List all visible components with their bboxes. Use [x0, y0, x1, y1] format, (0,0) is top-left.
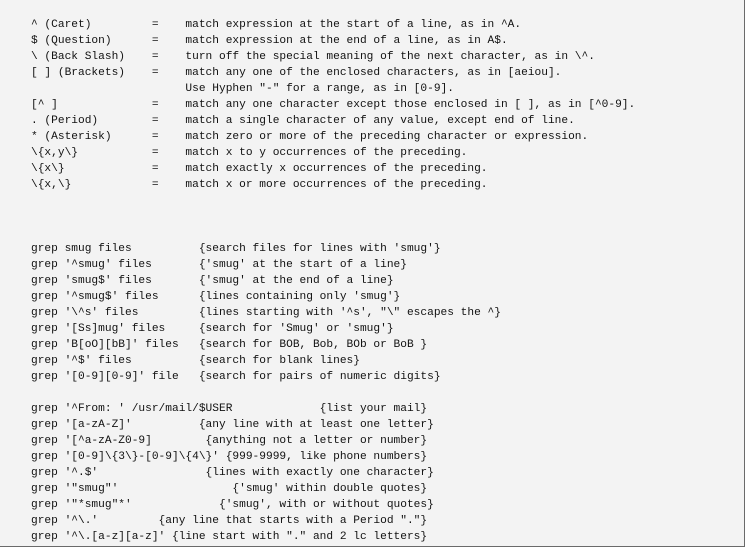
- text-line: grep '^From: ' /usr/mail/$USER {list your mail}: [31, 403, 428, 415]
- text-line: grep '[^a-zA-Z0-9] {anything not a letter or number}: [31, 435, 428, 447]
- text-line: grep 'smug$' files {'smug' at the end of a line}: [31, 275, 394, 287]
- blank-line: [31, 193, 635, 209]
- text-line: grep '[Ss]mug' files {search for 'Smug' or 'smug'}: [31, 323, 394, 335]
- text-line: [^ ] = match any one character except those enclosed in [ ], as in [^0-9].: [31, 99, 636, 111]
- text-line: Use Hyphen "-" for a range, as in [0-9].: [31, 83, 454, 95]
- text-line: \ (Back Slash) = turn off the special meaning of the next character, as in \^.: [31, 51, 595, 63]
- blank-line: [31, 225, 635, 241]
- text-line: grep smug files {search files for lines with 'smug'}: [31, 243, 441, 255]
- text-line: \{x\} = match exactly x occurrences of the preceding.: [31, 163, 488, 175]
- text-line: \{x,y\} = match x to y occurrences of the preceding.: [31, 147, 468, 159]
- text-line: grep '"*smug"*' {'smug', with or without quotes}: [31, 499, 434, 511]
- text-line: . (Period) = match a single character of any value, except end of line.: [31, 115, 575, 127]
- blank-line: [31, 385, 635, 401]
- text-line: grep '^\.' {any line that starts with a Period "."}: [31, 515, 428, 527]
- text-line: grep '^.$' {lines with exactly one character}: [31, 467, 434, 479]
- text-line: grep '[0-9]\{3\}-[0-9]\{4\}' {999-9999, like phone numbers}: [31, 451, 428, 463]
- text-line: grep '[a-zA-Z]' {any line with at least one letter}: [31, 419, 434, 431]
- text-line: grep '\^s' files {lines starting with '^s', "\" escapes the ^}: [31, 307, 501, 319]
- text-line: grep '^smug' files {'smug' at the start of a line}: [31, 259, 407, 271]
- text-line: grep '^smug$' files {lines containing only 'smug'}: [31, 291, 401, 303]
- text-line: grep '"smug"' {'smug' within double quotes}: [31, 483, 428, 495]
- text-line: * (Asterisk) = match zero or more of the preceding character or expression.: [31, 131, 589, 143]
- text-line: $ (Question) = match expression at the end of a line, as in A$.: [31, 35, 508, 47]
- text-line: grep '^$' files {search for blank lines}: [31, 355, 360, 367]
- grep-reference-text: [31, 17, 635, 545]
- text-line: ^ (Caret) = match expression at the start of a line, as in ^A.: [31, 19, 522, 31]
- text-line: grep 'B[oO][bB]' files {search for BOB, Bob, BOb or BoB }: [31, 339, 428, 351]
- text-line: [ ] (Brackets) = match any one of the enclosed characters, as in [aeiou].: [31, 67, 562, 79]
- blank-line: [31, 209, 635, 225]
- text-line: \{x,\} = match x or more occurrences of the preceding.: [31, 179, 488, 191]
- text-line: grep '^\.[a-z][a-z]' {line start with "." and 2 lc letters}: [31, 531, 428, 543]
- text-line: grep '[0-9][0-9]' file {search for pairs of numeric digits}: [31, 371, 441, 383]
